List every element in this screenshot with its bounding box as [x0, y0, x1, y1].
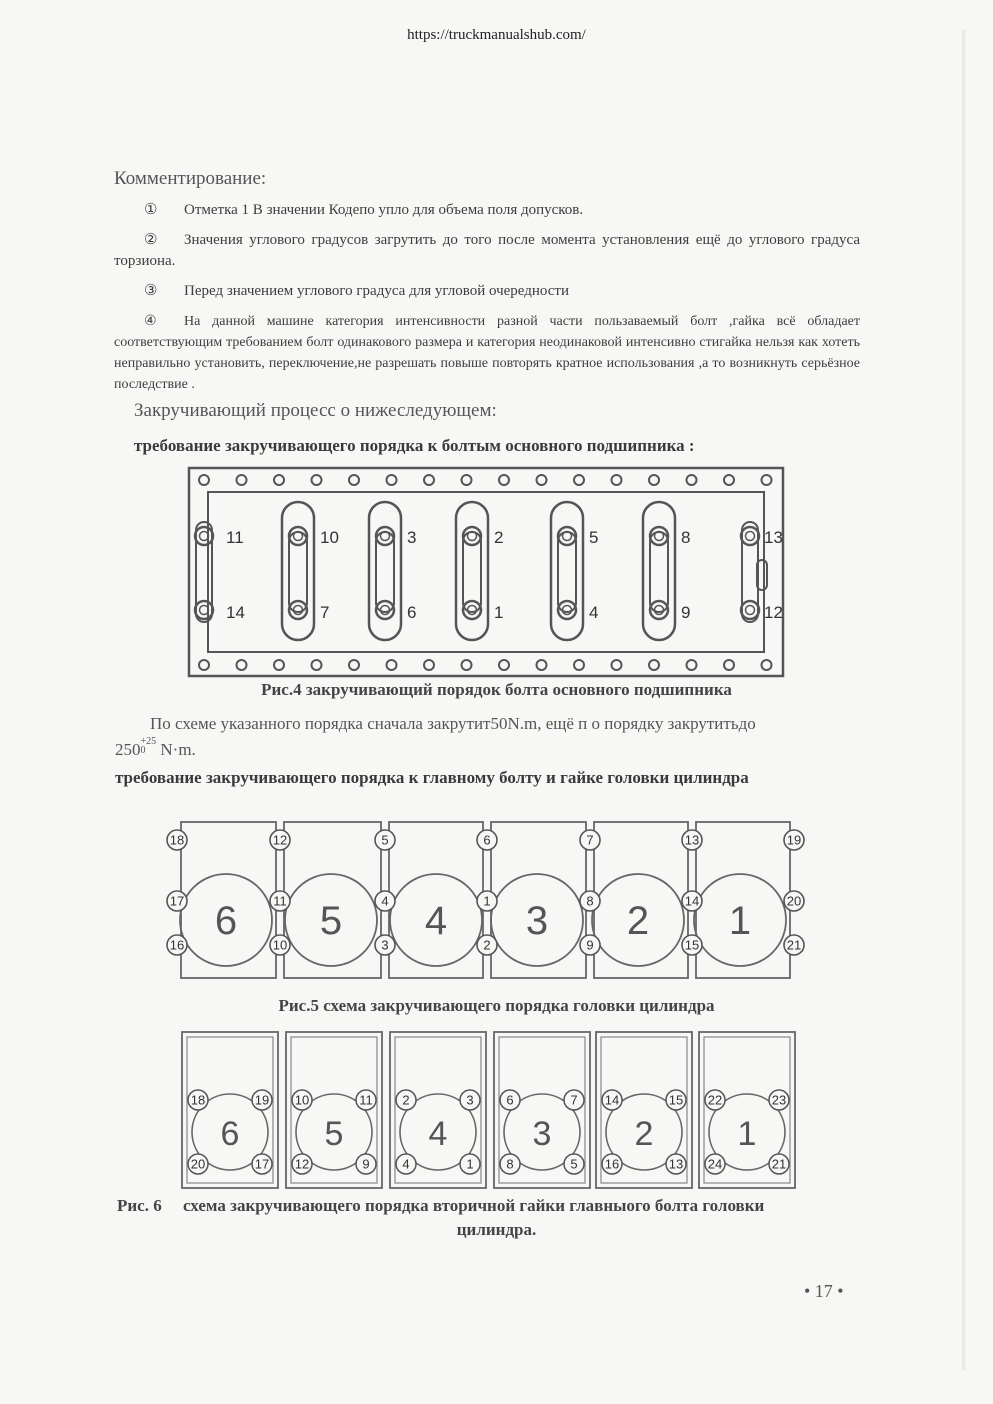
flange-hole [237, 475, 247, 485]
source-url: https://truckmanualshub.com/ [407, 27, 586, 43]
bolt-hole-inner [381, 606, 390, 615]
cylinder-number: 5 [319, 899, 343, 943]
bolt-number-top: 5 [589, 528, 599, 547]
cylinder-number: 4 [424, 899, 448, 943]
end-rail [196, 522, 212, 622]
bolt-number: 8 [586, 893, 594, 909]
nut-number: 16 [604, 1156, 620, 1172]
flange-hole [424, 475, 434, 485]
nut-number: 9 [362, 1156, 370, 1172]
note-number: ① [144, 202, 158, 218]
head-bolt [270, 935, 290, 955]
bolt-number-bottom: 1 [494, 603, 504, 622]
head-bolt [682, 830, 702, 850]
head-bolt [375, 935, 395, 955]
bolt-number: 5 [381, 832, 389, 848]
fig4-outer-frame [189, 468, 783, 676]
head-bolt [167, 935, 187, 955]
flange-hole [462, 660, 472, 670]
head-bolt [270, 891, 290, 911]
head-bolt [167, 830, 187, 850]
note-number: ③ [144, 283, 158, 299]
cylinder-number: 3 [532, 1115, 552, 1153]
bolt-number-bottom: 6 [407, 603, 417, 622]
bolt-hole-inner [746, 606, 755, 615]
bolt-number: 10 [272, 937, 288, 953]
head-bolt [270, 830, 290, 850]
torque-value: 250 [115, 740, 141, 759]
flange-hole [649, 475, 659, 485]
torque-value-line [115, 737, 196, 760]
flange-hole [612, 475, 622, 485]
cylinder-number: 3 [525, 899, 549, 943]
note-3 [114, 281, 860, 302]
page-number: • 17 • [804, 1281, 844, 1301]
fig5-head-bolt-diagram [160, 814, 820, 984]
flange-hole [687, 475, 697, 485]
flange-hole [687, 660, 697, 670]
note-4 [114, 311, 860, 395]
bolt-hole [195, 527, 213, 545]
bolt-number-top: 3 [407, 528, 417, 547]
nut-number: 1 [466, 1156, 474, 1172]
bolt-hole [741, 527, 759, 545]
bolt-number: 6 [483, 832, 491, 848]
bolt-hole [741, 601, 759, 619]
nut-number: 17 [254, 1156, 270, 1172]
secondary-head [494, 1032, 590, 1188]
torque-tolerance [141, 737, 157, 755]
nut-number: 11 [359, 1092, 373, 1108]
flange-hole [387, 475, 397, 485]
bolt-hole-inner [746, 532, 755, 541]
nut-number: 5 [570, 1156, 578, 1172]
head-bolt [477, 830, 497, 850]
bolt-number: 11 [273, 893, 287, 909]
flange-hole [349, 475, 359, 485]
cylinder-number: 1 [737, 1115, 757, 1153]
nut-number: 14 [604, 1092, 620, 1108]
nut-number: 4 [402, 1156, 410, 1172]
bolt-number: 21 [786, 937, 802, 953]
bolt-number-bottom: 4 [589, 603, 599, 622]
secondary-head [596, 1032, 692, 1188]
note-text: Значения углового градусов загрутить до того после момента установления ещё до углового градуса торзиона. [114, 232, 860, 269]
flange-hole [237, 660, 247, 670]
bolt-number-top: 10 [320, 528, 339, 547]
secondary-head [699, 1032, 795, 1188]
bolt-number: 9 [586, 937, 594, 953]
note-number: ② [144, 232, 158, 248]
bolt-number-bottom: 7 [320, 603, 330, 622]
bolt-number-top: 13 [764, 528, 783, 547]
bolt-number: 17 [169, 893, 185, 909]
bolt-hole [195, 601, 213, 619]
cylinder-number: 2 [626, 899, 650, 943]
head-bolt [167, 891, 187, 911]
bolt-number-top: 2 [494, 528, 504, 547]
head-bolt [784, 935, 804, 955]
fig6-caption-line2: цилиндра. [456, 1220, 537, 1239]
head-bolt [580, 891, 600, 911]
flange-hole [762, 660, 772, 670]
bolt-number: 19 [786, 832, 802, 848]
fig4-inner-frame [208, 492, 764, 652]
bolt-number-bottom: 12 [764, 603, 783, 622]
bolt-number: 13 [684, 832, 700, 848]
secondary-head [182, 1032, 278, 1188]
flange-hole [312, 660, 322, 670]
torque-tol-upper: +25 [140, 736, 157, 747]
nut-number: 7 [570, 1092, 578, 1108]
flange-hole [537, 475, 547, 485]
comment-heading: Комментирование: [114, 168, 267, 189]
fig6-secondary-nut-diagram [176, 1028, 806, 1192]
bolt-number: 16 [169, 937, 185, 953]
flange-hole [499, 475, 509, 485]
flange-hole [424, 660, 434, 670]
torque-text-line1: По схеме указанного порядка сначала закрутит50N.m, ещё п о порядку закрутитьдо [150, 714, 756, 733]
flange-hole [462, 475, 472, 485]
flange-hole [274, 475, 284, 485]
nut-number: 24 [707, 1156, 723, 1172]
head-bolt [682, 891, 702, 911]
bolt-number: 2 [483, 937, 491, 953]
cylinder-number: 2 [634, 1115, 654, 1153]
main-bearing-heading: требование закручивающего порядка к болтым основного подшипника : [134, 436, 695, 455]
flange-hole [199, 475, 209, 485]
bolt-hole-inner [655, 606, 664, 615]
flange-hole [649, 660, 659, 670]
head-bolt [580, 935, 600, 955]
process-heading: Закручивающий процесс о нижеследующем: [134, 400, 497, 421]
bolt-number: 15 [684, 937, 700, 953]
flange-hole [574, 660, 584, 670]
cylinder-number: 6 [220, 1115, 240, 1153]
flange-hole [537, 660, 547, 670]
nut-number: 18 [190, 1092, 206, 1108]
bolt-number-bottom: 9 [681, 603, 691, 622]
secondary-head [286, 1032, 382, 1188]
torque-unit: N·m. [160, 740, 196, 759]
fig6-caption [117, 1196, 764, 1216]
bolt-hole-inner [468, 606, 477, 615]
nut-number: 21 [771, 1156, 787, 1172]
head-bolt [784, 830, 804, 850]
fig4-caption: Рис.4 закручивающий порядок болта основного подшипника [261, 680, 732, 699]
head-bolt [580, 830, 600, 850]
bolt-number-bottom: 14 [226, 603, 245, 622]
bolt-number: 3 [381, 937, 389, 953]
fig4-main-bearing-diagram [186, 462, 786, 684]
bolt-number: 7 [586, 832, 594, 848]
head-bolt [477, 891, 497, 911]
head-bolt [682, 935, 702, 955]
head-bolt [477, 935, 497, 955]
secondary-head [390, 1032, 486, 1188]
note-number: ④ [144, 314, 157, 329]
bolt-number: 1 [483, 893, 491, 909]
cylinder-number: 5 [324, 1115, 344, 1153]
page-edge-shadow [962, 30, 966, 1370]
flange-hole [499, 660, 509, 670]
nut-number: 22 [707, 1092, 723, 1108]
flange-hole [762, 475, 772, 485]
flange-hole [349, 660, 359, 670]
note-text: Перед значением углового градуса для угловой очередности [184, 283, 570, 299]
head-bolt [375, 830, 395, 850]
bolt-hole-inner [294, 606, 303, 615]
head-bolt-heading: требование закручивающего порядка к главному болту и гайке головки цилиндра [115, 768, 749, 787]
cylinder-number: 4 [428, 1115, 448, 1153]
note-1 [114, 200, 860, 221]
note-text: Отметка 1 В значении Кодепо упло для объема поля допусков. [184, 202, 584, 218]
end-rail [742, 522, 758, 622]
flange-hole [274, 660, 284, 670]
nut-number: 3 [466, 1092, 474, 1108]
flange-hole [574, 475, 584, 485]
fig6-caption-text: схема закручивающего порядка вторичной гайки главныого болта головки [182, 1196, 765, 1215]
nut-number: 2 [402, 1092, 410, 1108]
bolt-number: 12 [272, 832, 288, 848]
head-bolt [784, 891, 804, 911]
flange-hole [199, 660, 209, 670]
cylinder-number: 1 [728, 899, 752, 943]
bolt-number: 4 [381, 893, 389, 909]
nut-number: 12 [294, 1156, 310, 1172]
bolt-number: 14 [684, 893, 700, 909]
note-2 [114, 230, 860, 272]
bolt-number-top: 8 [681, 528, 691, 547]
torque-tol-lower: 0 [140, 745, 146, 756]
nut-number: 10 [294, 1092, 310, 1108]
flange-hole [312, 475, 322, 485]
flange-hole [387, 660, 397, 670]
head-bolt [375, 891, 395, 911]
nut-number: 13 [668, 1156, 684, 1172]
flange-hole [612, 660, 622, 670]
bolt-number: 20 [786, 893, 802, 909]
note-text: На данной машине категория интенсивности разной части пользаваемый болт ,гайка всё обладает соответствующим требованием болт одинакового размера и категория неодинаковой интенсивно стигайка нельзя как хотеть неправильно установить, переключение,не разрешать повыше повторять кратное использования ,а то возникнуть серьёзное последствие . [114, 314, 860, 392]
nut-number: 19 [254, 1092, 270, 1108]
nut-number: 8 [506, 1156, 514, 1172]
cylinder-number: 6 [214, 899, 238, 943]
flange-hole [724, 660, 734, 670]
nut-number: 15 [668, 1092, 684, 1108]
fig6-caption-label: Рис. 6 [117, 1196, 162, 1215]
nut-number: 6 [506, 1092, 514, 1108]
bolt-number-top: 11 [226, 528, 244, 547]
nut-number: 20 [190, 1156, 206, 1172]
flange-hole [724, 475, 734, 485]
nut-number: 23 [771, 1092, 787, 1108]
bolt-number: 18 [169, 832, 185, 848]
bolt-hole-inner [563, 606, 572, 615]
fig5-caption: Рис.5 схема закручивающего порядка головки цилиндра [278, 996, 715, 1015]
